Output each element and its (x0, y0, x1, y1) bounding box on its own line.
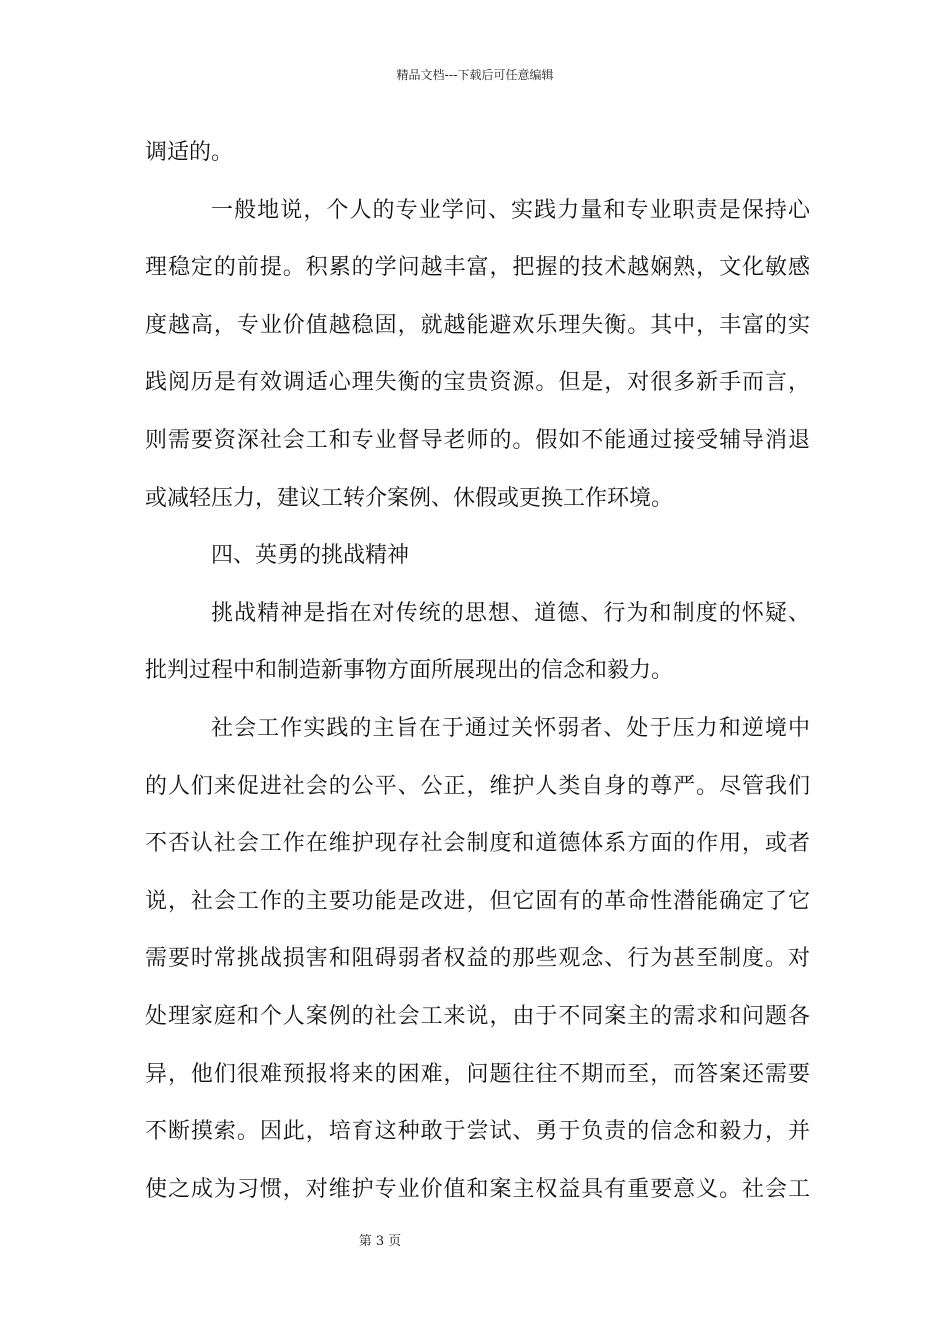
page-header: 精品文档---下载后可任意编辑 (396, 68, 554, 82)
text-line: 四、英勇的挑战精神 (211, 543, 410, 569)
page-number: 第 3 页 (358, 1234, 402, 1249)
document-body (145, 124, 810, 1218)
text-line: 或减轻压力，建议工转介案例、休假或更换工作环境。 (145, 485, 674, 511)
text-line: 则需要资深社会工和专业督导老师的。假如不能通过接受辅导消退 (145, 427, 810, 453)
text-line: 处理家庭和个人案例的社会工来说，由于不同案主的需求和问题各 (145, 1003, 810, 1029)
text-line: 度越高，专业价值越稳固，就越能避欢乐理失衡。其中，丰富的实 (145, 312, 810, 338)
text-line: 社会工作实践的主旨在于通过关怀弱者、处于压力和逆境中 (211, 715, 810, 741)
text-line: 说，社会工作的主要功能是改进，但它固有的革命性潜能确定了它 (145, 888, 810, 914)
text-line: 异，他们很难预报将来的困难，问题往往不期而至，而答案还需要 (145, 1061, 810, 1087)
text-line: 不断摸索。因此，培育这种敢于尝试、勇于负责的信念和毅力，并 (145, 1119, 810, 1145)
text-line: 批判过程中和制造新事物方面所展现出的信念和毅力。 (145, 658, 674, 684)
text-line: 需要时常挑战损害和阻碍弱者权益的那些观念、行为甚至制度。对 (145, 946, 810, 972)
text-line: 使之成为习惯，对维护专业价值和案主权益具有重要意义。社会工 (145, 1176, 810, 1202)
text-line: 调适的。 (145, 140, 234, 165)
text-line: 一般地说，个人的专业学问、实践力量和专业职责是保持心 (211, 197, 810, 223)
text-line: 践阅历是有效调适心理失衡的宝贵资源。但是，对很多新手而言， (145, 370, 810, 396)
text-line: 不否认社会工作在维护现存社会制度和道德体系方面的作用，或者 (145, 831, 810, 857)
text-line: 的人们来促进社会的公平、公正，维护人类自身的尊严。尽管我们 (145, 773, 810, 799)
text-line: 理稳定的前提。积累的学问越丰富，把握的技术越娴熟，文化敏感 (145, 255, 810, 281)
text-line: 挑战精神是指在对传统的思想、道德、行为和制度的怀疑、 (211, 600, 810, 626)
